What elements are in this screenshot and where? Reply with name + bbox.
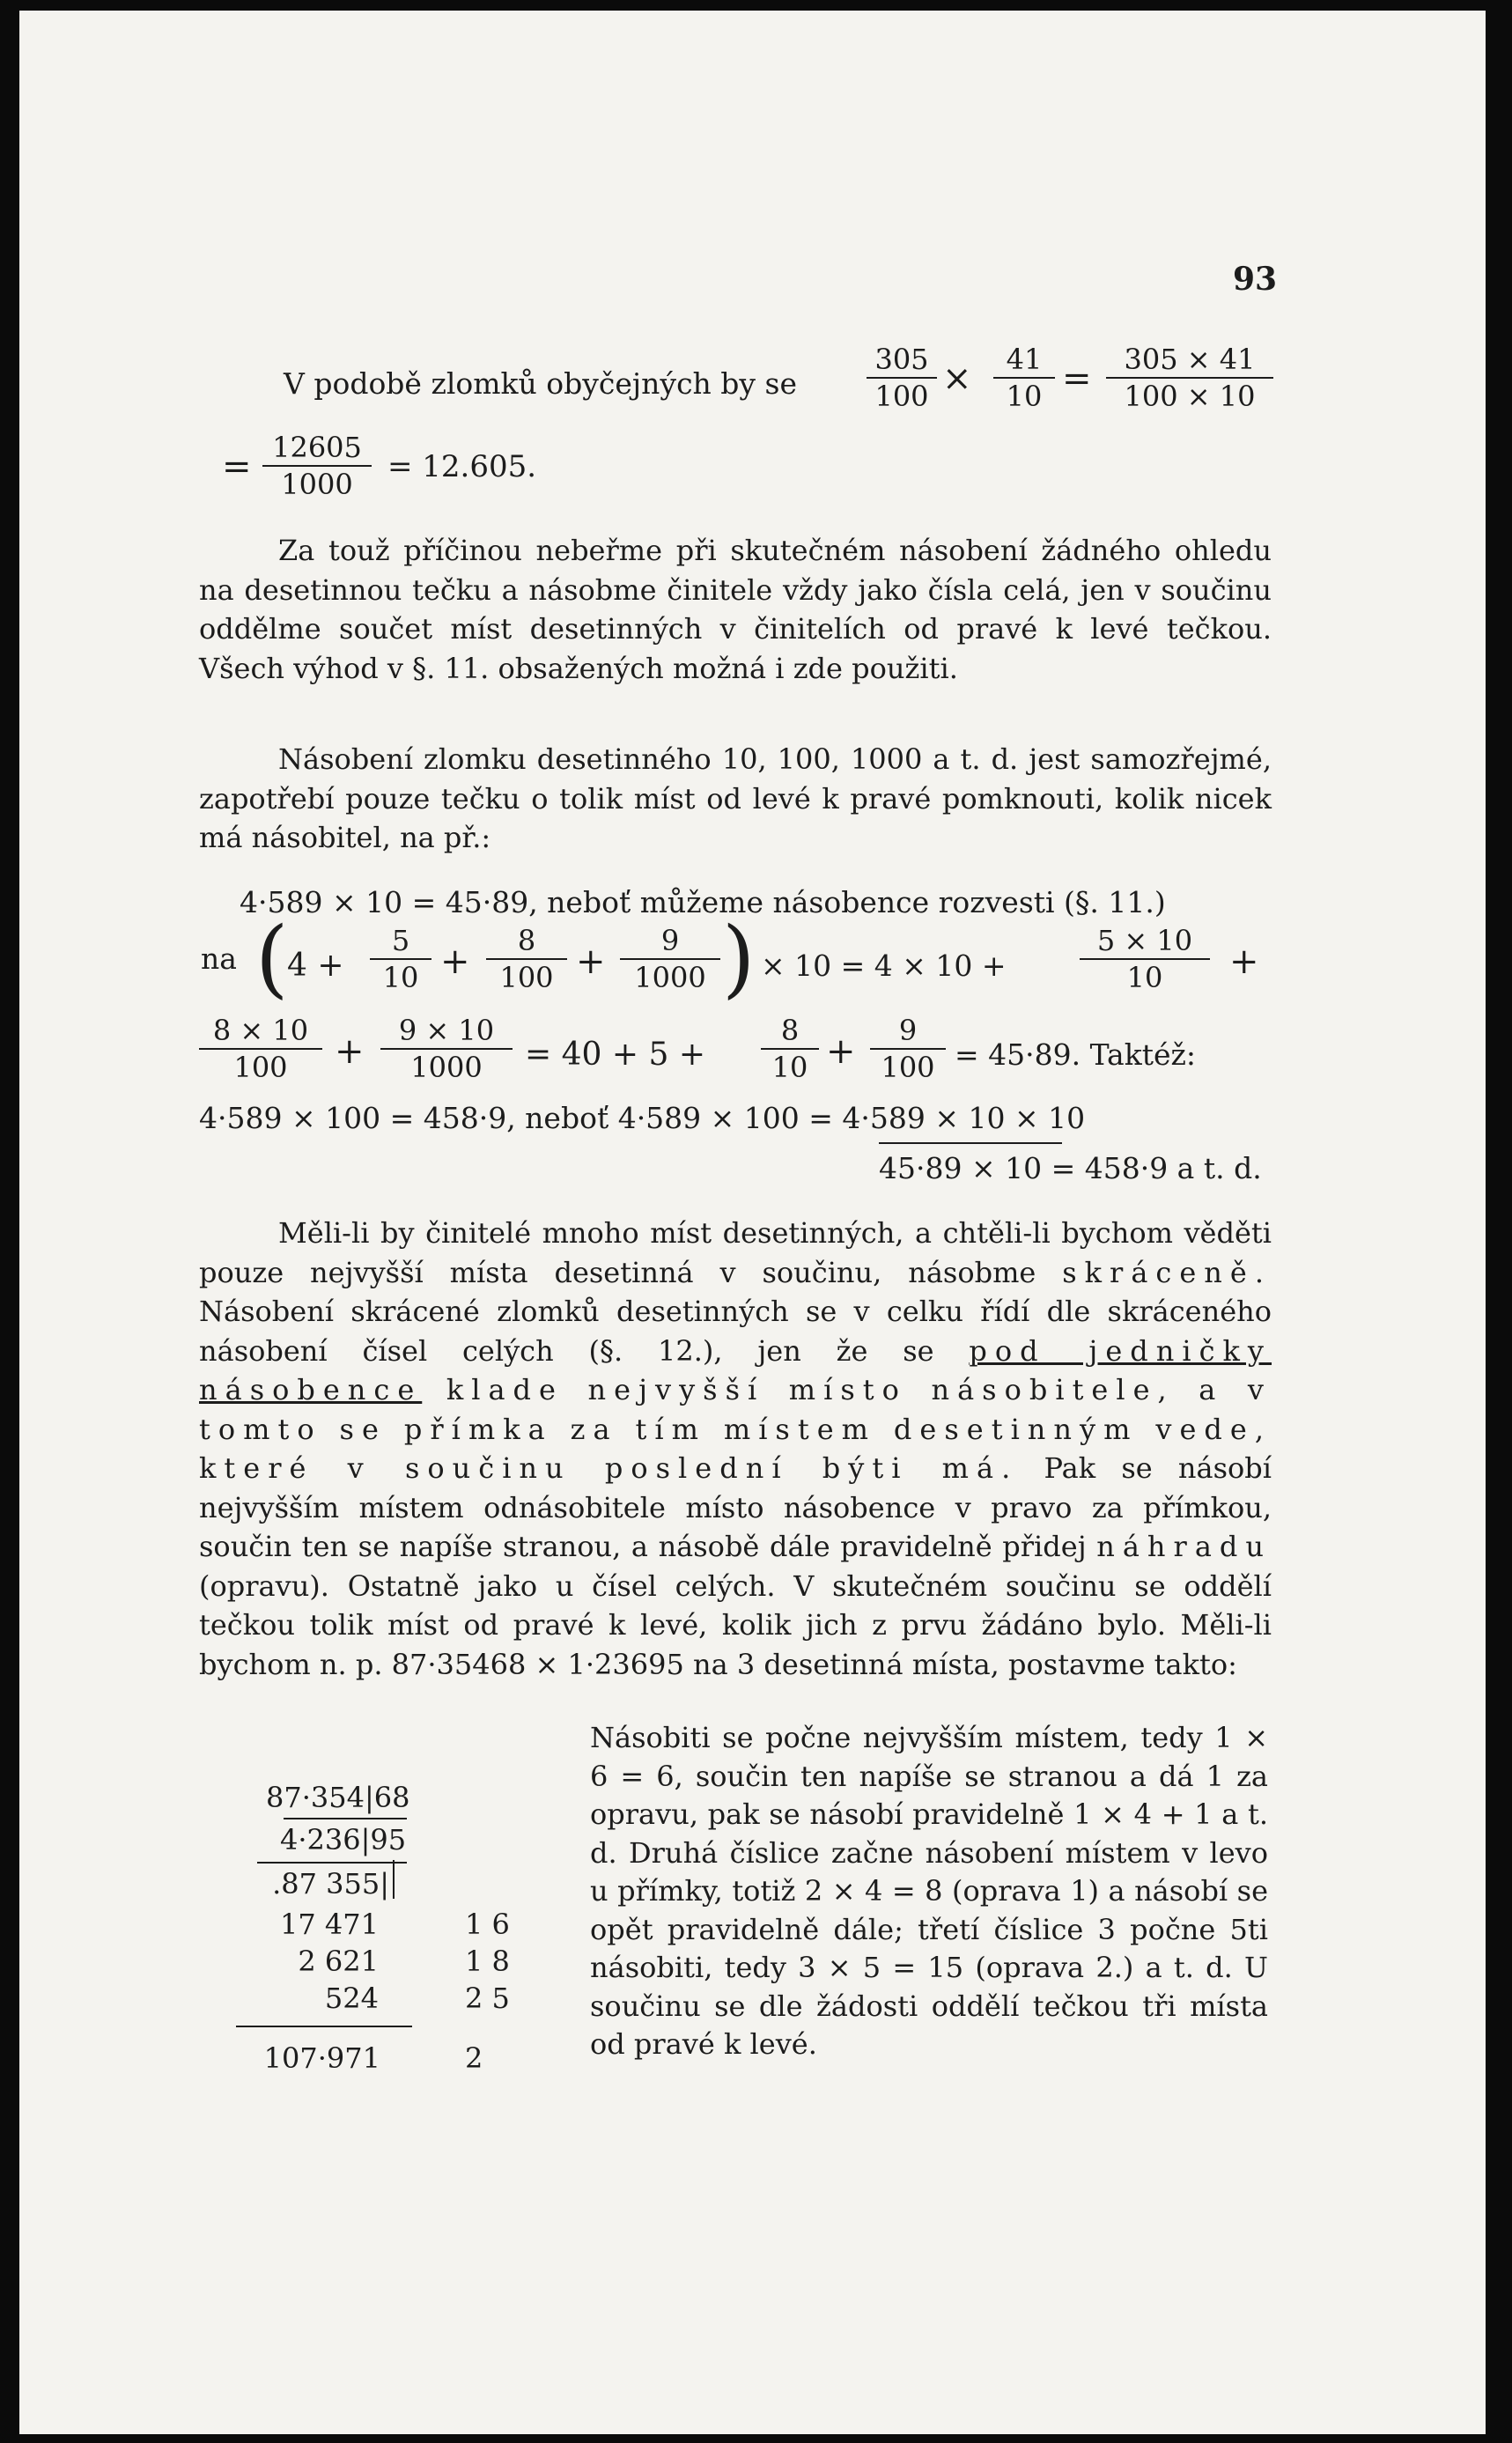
p3-part-1: Měli-li by činitelé mnoho míst desetinných, a chtěli-li bychom věděti pouze nejvyšší místa desetinná v součinu, násobme (199, 1216, 1272, 1289)
plus-sign: + (335, 1031, 365, 1072)
calc-total-line (236, 2026, 412, 2027)
denominator: 10 (382, 961, 419, 994)
denominator: 100 × 10 (1124, 380, 1256, 413)
fraction-9x10-1000 (380, 1013, 513, 1085)
p3-spaced-3: klade nejvyšší místo násobitele, a v tomto se přímka za tím místem desetinným vede, které v součinu poslední býti má. (199, 1373, 1272, 1485)
numerator: 5 × 10 (1080, 923, 1210, 960)
calc-side-2: 1 8 (465, 1945, 510, 1978)
example-line-1: 4·589 × 10 = 45·89, neboť můžeme násobence rozvesti (§. 11.) (240, 885, 1166, 919)
right-paren: ) (722, 909, 756, 1007)
numerator: 8 (486, 923, 567, 960)
overline (879, 1142, 1062, 1144)
numerator: 8 × 10 (199, 1013, 322, 1050)
p3-part-3: Pak se násobí nejvyšším místem odnásobitele místo násobence v pravo za přímkou, součin ten se napíše stranou, a násobě dále pravidelně přidej (199, 1451, 1272, 1563)
denominator: 100 (233, 1051, 288, 1084)
numerator: 41 (993, 342, 1055, 379)
numerator: 305 (867, 342, 937, 379)
paragraph-1: Za touž příčinou nebeřme při skutečném násobení žádného ohledu na desetinnou tečku a násobme činitele vždy jako čísla celá, jen v součinu oddělme součet míst desetinných v činitelích od pravé k levé tečkou. Všech výhod v §. 11. obsažených možná i zde použiti. (199, 534, 1272, 685)
fraction-9-1000 (620, 923, 720, 995)
denominator: 10 (771, 1051, 808, 1084)
example-line-3-middle: = 40 + 5 + (525, 1037, 705, 1073)
fraction-8-10 (761, 1013, 819, 1085)
calc-row-5: 2 621 (298, 1945, 379, 1978)
fraction-8-100 (486, 923, 567, 995)
equals-sign: = (1062, 358, 1092, 399)
calc-row-2: 4·236|95 (280, 1823, 407, 1856)
p3-spaced-1: skráceně. (1062, 1255, 1272, 1289)
calc-side-3: 2 5 (465, 1982, 510, 2015)
denominator: 1000 (634, 961, 706, 994)
denominator: 100 (499, 961, 554, 994)
paragraph-4: Násobiti se počne nejvyšším místem, tedy 1 × 6 = 6, součin ten napíše se stranou a dá 1 za opravu, pak se násobí pravidelně 1 × 4 + 1 a t. d. Druhá číslice začne násobení místem v levo u přímky, totiž 2 × 4 = 8 (oprava 1) a násobí se opět pravidelně dále; třetí číslice 3 počne 5ti násobiti, tedy 3 × 5 = 15 (oprava 2.) a t. d. U součinu se dle žádosti oddělí tečkou tři místa od pravé k levé. (590, 1721, 1268, 2061)
p3-part-4: (opravu). Ostatně jako u čísel celých. V skutečném součinu se oddělí tečkou tolik míst od pravé k levé, kolik jich z prvu žádáno bylo. Měli-li bychom n. p. 87·35468 × 1·23695 na 3 desetinná místa, postavme takto: (199, 1568, 1272, 1681)
eq1-result: = 12.605. (387, 449, 537, 484)
fraction-41-10 (993, 342, 1055, 414)
plus-sign: + (826, 1031, 856, 1072)
calc-divider (393, 1860, 395, 1899)
plus-sign-end: + (1229, 941, 1259, 982)
denominator: 1000 (281, 468, 353, 501)
denominator: 100 (881, 1051, 935, 1084)
p3-part-2: Násobení skrácené zlomků desetinných se v celku řídí dle skráceného násobení čísel celých (§. 12.), jen že se (199, 1295, 1272, 1368)
numerator: 5 (370, 923, 431, 960)
denominator: 1000 (410, 1051, 483, 1084)
fraction-5x10-10 (1080, 923, 1210, 995)
calc-side-1: 1 6 (465, 1908, 510, 1941)
calc-underline-1 (284, 1818, 407, 1819)
example-line-4: 4·589 × 100 = 458·9, neboť 4·589 × 100 = 4·589 × 10 × 10 (199, 1101, 1086, 1135)
times-sign: × (942, 358, 972, 399)
paragraph-2: Násobení zlomku desetinného 10, 100, 1000 a t. d. jest samozřejmé, zapotřebí pouze tečku o tolik míst od levé k pravé pomknouti, kolik nicek má násobitel, na př.: (199, 742, 1272, 854)
numerator: 305 × 41 (1106, 342, 1273, 379)
p3-spaced-4: náhradu (1096, 1530, 1272, 1563)
numerator: 12605 (262, 430, 372, 467)
fraction-8x10-100 (199, 1013, 322, 1085)
denominator: 10 (1126, 961, 1163, 994)
example-line-3-tail: = 45·89. Taktéž: (955, 1037, 1197, 1072)
numerator: 9 (620, 923, 720, 960)
plus-sign: + (576, 941, 606, 982)
calc-underline-2 (257, 1862, 407, 1864)
calc-row-3: .87 355| (272, 1867, 389, 1901)
fraction-9-100 (870, 1013, 946, 1085)
calc-row-6: 524 (324, 1982, 379, 2015)
calc-total: 107·971 (263, 2041, 380, 2075)
page-number: 93 (1233, 261, 1278, 298)
denominator: 10 (1006, 380, 1043, 413)
four-plus: 4 + (287, 948, 344, 984)
fraction-5-10 (370, 923, 431, 995)
example-line-2-middle: × 10 = 4 × 10 + (761, 948, 1007, 983)
equals-sign-2: = (222, 447, 252, 487)
example-line-5: 45·89 × 10 = 458·9 a t. d. (879, 1151, 1262, 1185)
fraction-305-100 (867, 342, 937, 414)
numerator: 8 (761, 1013, 819, 1050)
denominator: 100 (874, 380, 929, 413)
fraction-305x41 (1106, 342, 1273, 414)
paragraph-3 (199, 1214, 1272, 1684)
na-label: na (201, 941, 237, 976)
numerator: 9 × 10 (380, 1013, 513, 1050)
calc-side-4: 2 (465, 2041, 483, 2075)
calc-row-1: 87·354|68 (266, 1781, 410, 1814)
eq1-lead: V podobě zlomků obyčejných by se (284, 366, 798, 401)
calc-row-4: 17 471 (280, 1908, 379, 1941)
plus-sign: + (440, 941, 470, 982)
fraction-12605-1000 (262, 430, 372, 502)
numerator: 9 (870, 1013, 946, 1050)
p3-spaced-2: pod jedničky násobence (199, 1333, 1272, 1406)
left-paren: ( (255, 909, 289, 1007)
